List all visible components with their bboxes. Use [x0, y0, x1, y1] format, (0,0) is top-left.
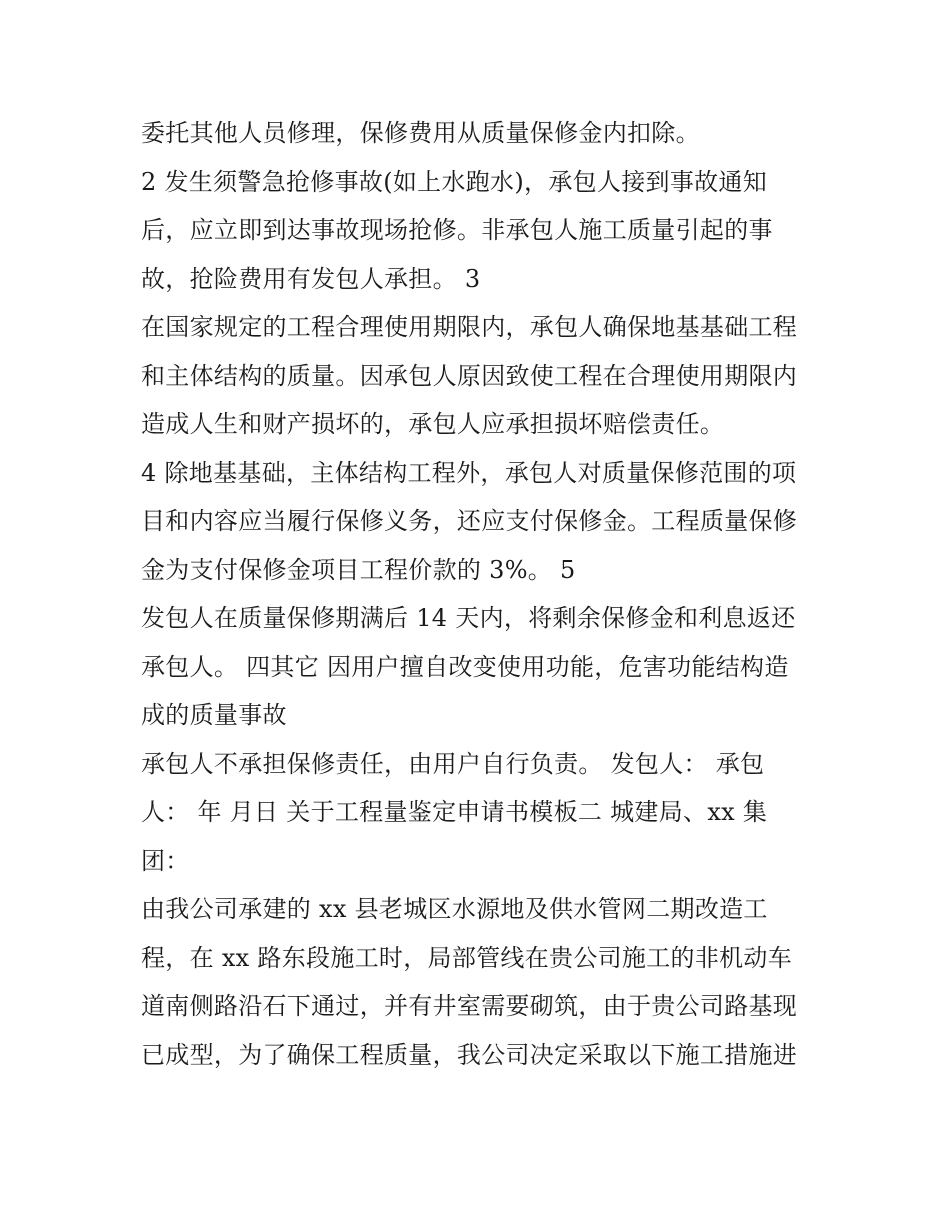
text-line: 由我公司承建的 xx 县老城区水源地及供水管网二期改造工 — [141, 895, 768, 923]
text-line: 成的质量事故 — [141, 701, 287, 729]
text-line: 人： 年 月日 关于工程量鉴定申请书模板二 城建局、xx 集 — [141, 798, 768, 826]
text-line: 委托其他人员修理，保修费用从质量保修金内扣除。 — [141, 119, 700, 147]
text-line: 造成人生和财产损坏的，承包人应承担损坏赔偿责任。 — [141, 410, 725, 438]
text-line: 道南侧路沿石下通过，并有井室需要砌筑，由于贵公司路基现 — [141, 992, 798, 1020]
text-line: 和主体结构的质量。因承包人原因致使工程在合理使用期限内 — [141, 361, 798, 390]
text-line: 故，抢险费用有发包人承担。 3 — [141, 264, 481, 293]
text-line: 2 发生须警急抢修事故(如上水跑水)，承包人接到事故通知 — [141, 167, 768, 196]
text-line: 后，应立即到达事故现场抢修。非承包人施工质量引起的事 — [141, 216, 773, 244]
text-line: 承包人不承担保修责任，由用户自行负责。 发包人： 承包 — [141, 749, 765, 778]
document-body — [141, 109, 831, 1079]
text-line: 目和内容应当履行保修义务，还应支付保修金。工程质量保修 — [141, 507, 798, 535]
text-line: 发包人在质量保修期满后 14 天内，将剩余保修金和利息返还 — [141, 604, 796, 632]
text-line: 团： — [141, 846, 190, 875]
text-line: 程，在 xx 路东段施工时，局部管线在贵公司施工的非机动车 — [141, 943, 793, 972]
text-line: 在国家规定的工程合理使用期限内，承包人确保地基基础工程 — [141, 313, 798, 341]
text-line: 已成型，为了确保工程质量，我公司决定采取以下施工措施进 — [141, 1040, 798, 1069]
text-line: 金为支付保修金项目工程价款的 3%。 5 — [141, 555, 576, 584]
text-line: 承包人。 四其它 因用户擅自改变使用功能，危害功能结构造 — [141, 652, 789, 681]
text-line: 4 除地基基础，主体结构工程外，承包人对质量保修范围的项 — [141, 458, 797, 487]
